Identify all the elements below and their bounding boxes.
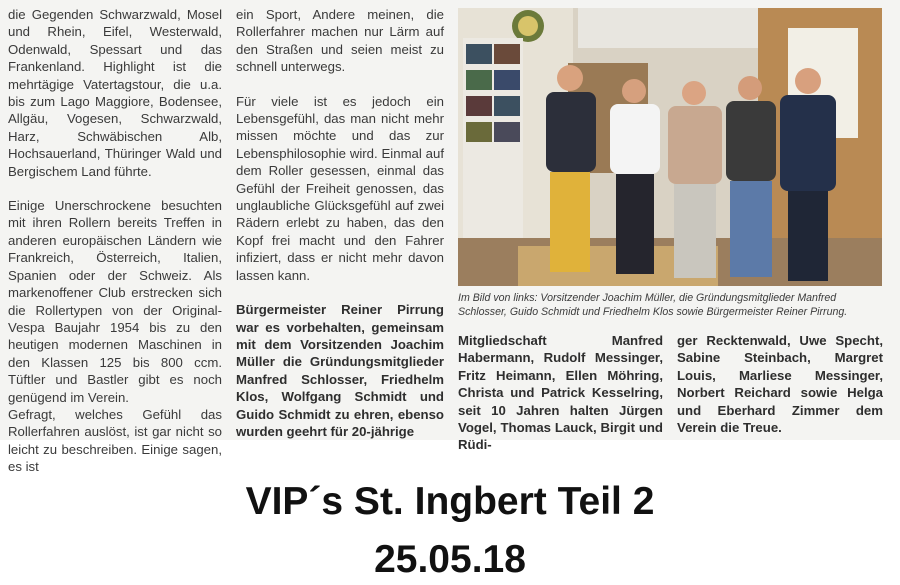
article-paragraph: Gefragt, welches Gefühl das Rollerfahren auslöst, ist gar nicht so leicht zu beschreiben. Einige sagen, es ist	[8, 406, 222, 475]
article-paragraph: Für viele ist es jedoch ein Lebensgefühl, das man nicht mehr missen möchte und das zur Lebensphilosophie wird. Einmal auf dem Roller gesessen, einmal das Gefühl der Freiheit genossen, das unglaubliche Glücksgefühl auf zwei Rädern erlebt zu haben, das den Kopf frei macht und den Fahrer infiziert, dass er nicht mehr davon lassen kann.	[236, 93, 444, 283]
article-column-1	[8, 6, 222, 476]
article-paragraph: Mitgliedschaft Manfred Habermann, Rudolf Messinger, Fritz Heimann, Ellen Möhring, Christa und Patrick Kesselring, seit 10 Jahren halten Jürgen Vogel, Thomas Lauck, Birgit und Rüdi-	[458, 333, 663, 453]
page-date: 25.05.18	[374, 538, 526, 581]
group-photo	[458, 8, 882, 286]
article-paragraph: ein Sport, Andere meinen, die Rollerfahrer machen nur Lärm auf den Straßen und seien meist zu schnell unterwegs.	[236, 7, 444, 75]
article-paragraph: ger Recktenwald, Uwe Specht, Sabine Steinbach, Margret Louis, Marliese Messinger, Norbert Reichard sowie Helga und Eberhard Zimmer dem Verein die Treue.	[677, 333, 883, 436]
photo-caption: Im Bild von links: Vorsitzender Joachim Müller, die Gründungsmitglieder Manfred Schlosser, Guido Schmidt und Friedhelm Klos sowie Bürgermeister Reiner Pirrung.	[458, 292, 848, 318]
page-title: VIP´s St. Ingbert Teil 2	[245, 480, 655, 523]
article-column-4	[677, 332, 883, 436]
article-paragraph: Einige Unerschrockene besuchten mit ihren Rollern bereits Treffen in anderen europäischen Ländern wie Frankreich, Österreich, Italien, Spanien oder der Schweiz. Als markenoffener Club erstrecken sich die Rollertypen von der Original-Vespa Baujahr 1954 bis zu den heutigen modernen Maschinen in den Klassen 125 bis 800 ccm. Tüftler und Bastler gibt es noch genügend im Verein.	[8, 198, 222, 405]
article-paragraph-bold: Bürgermeister Reiner Pirrung war es vorbehalten, gemeinsam mit dem Vorsitzenden Joachim Müller die Gründungsmitglieder Manfred Schlosser, Friedhelm Klos, Wolfgang Schmidt und Guido Schmidt zu ehren, ebenso wurden geehrt für 20-jährige	[236, 302, 444, 439]
article-column-2	[236, 6, 444, 440]
article-paragraph: die Gegenden Schwarzwald, Mosel und Rhein, Eifel, Westerwald, Odenwald, Spessart und das Frankenland. Highlight ist die mehrtägige Vatertagstour, die u.a. bis zum Lago Maggiore, Bodensee, Allgäu, Vogesen, Schwarzwald, Harz, Schwäbischen Alb, Hochsauerland, Thüringer Wald und Bergischem Land führte.	[8, 7, 222, 179]
article-column-3	[458, 332, 663, 454]
